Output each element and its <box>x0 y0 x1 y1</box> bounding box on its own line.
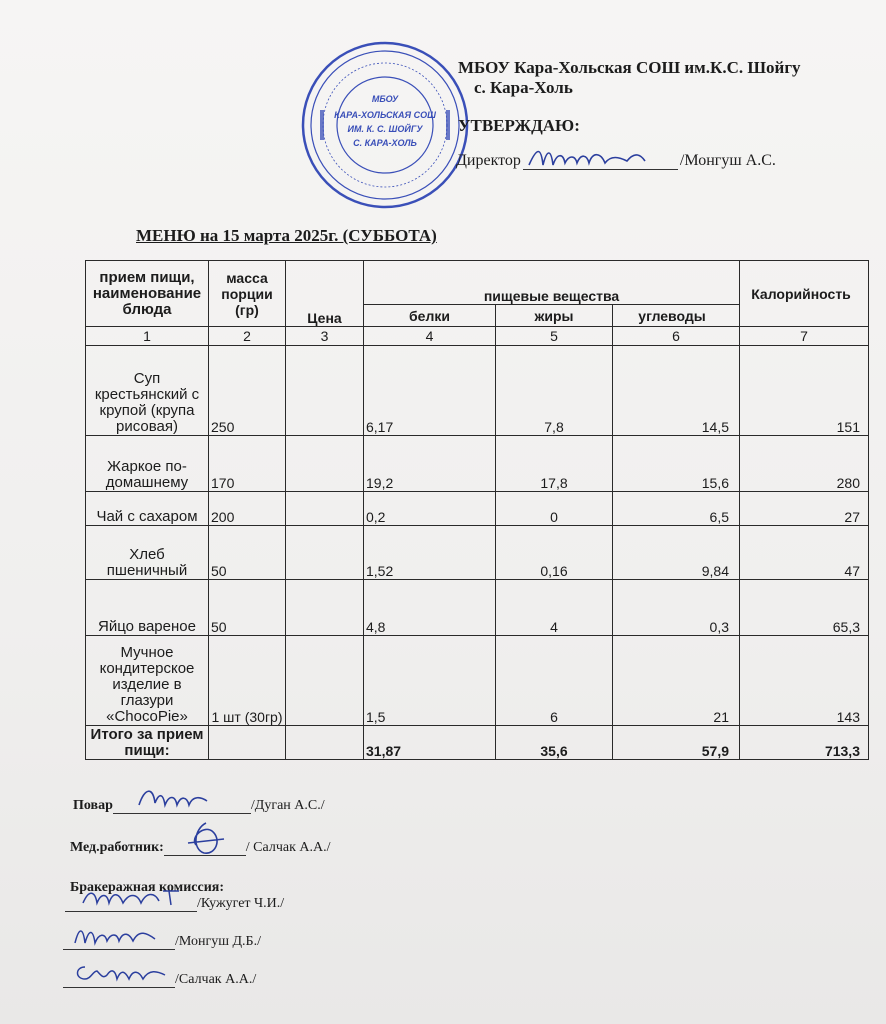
director-line <box>456 152 776 170</box>
header-nutrients: пищевые вещества <box>364 261 740 305</box>
menu-title: МЕНЮ на 15 марта 2025г. (СУББОТА) <box>136 226 437 245</box>
svg-text:КАРА-ХОЛЬСКАЯ СОШ: КАРА-ХОЛЬСКАЯ СОШ <box>334 110 436 120</box>
dish-calories: 65,3 <box>740 580 869 636</box>
cook-label: Повар <box>73 798 113 813</box>
dish-price <box>286 346 364 436</box>
member-signature-line <box>63 973 175 988</box>
commission-member-line <box>63 972 256 988</box>
commission-member-line <box>63 934 261 950</box>
commission-member-line <box>65 896 284 912</box>
col-number: 4 <box>364 327 496 346</box>
table-row <box>86 436 869 492</box>
official-stamp <box>300 40 470 210</box>
approve-heading: УТВЕРЖДАЮ: <box>458 116 580 135</box>
director-name: /Монгуш А.С. <box>679 152 776 169</box>
member-name: /Монгуш Д.Б./ <box>175 934 261 949</box>
table-row <box>86 636 869 726</box>
dish-price <box>286 526 364 580</box>
header-mass: масса порции (гр) <box>209 261 286 327</box>
director-signature-line <box>523 155 678 170</box>
svg-text:МБОУ: МБОУ <box>371 94 399 104</box>
medic-signature <box>182 819 230 859</box>
dish-name: Суп крестьянский с крупой (крупа рисовая) <box>86 346 209 436</box>
member-name: /Кужугет Ч.И./ <box>197 896 285 911</box>
dish-name: Хлеб пшеничный <box>86 526 209 580</box>
school-location: с. Кара-Холь <box>474 78 573 97</box>
dish-price <box>286 636 364 726</box>
dish-protein: 6,17 <box>364 346 496 436</box>
menu-table <box>85 260 869 760</box>
col-number: 1 <box>86 327 209 346</box>
dish-calories: 27 <box>740 492 869 526</box>
dish-fat: 4 <box>496 580 613 636</box>
school-name: МБОУ Кара-Хольская СОШ им.К.С. Шойгу <box>458 58 801 77</box>
dish-calories: 151 <box>740 346 869 436</box>
dish-mass: 170 <box>209 436 286 492</box>
medic-label: Мед.работник: <box>70 840 164 855</box>
dish-carbs: 9,84 <box>613 526 740 580</box>
total-carbs: 57,9 <box>613 726 740 760</box>
dish-fat: 0 <box>496 492 613 526</box>
total-calories: 713,3 <box>740 726 869 760</box>
director-label: Директор <box>456 152 521 169</box>
dish-mass: 200 <box>209 492 286 526</box>
dish-mass: 250 <box>209 346 286 436</box>
col-number: 3 <box>286 327 364 346</box>
header-protein: белки <box>364 305 496 327</box>
table-row <box>86 346 869 436</box>
dish-protein: 0,2 <box>364 492 496 526</box>
dish-mass: 1 шт (30гр) <box>209 636 286 726</box>
dish-carbs: 14,5 <box>613 346 740 436</box>
dish-protein: 1,52 <box>364 526 496 580</box>
total-protein: 31,87 <box>364 726 496 760</box>
dish-calories: 280 <box>740 436 869 492</box>
member-signature-line <box>65 897 197 912</box>
cook-signature-line <box>113 799 251 814</box>
table-row <box>86 526 869 580</box>
total-row <box>86 726 869 760</box>
cook-line <box>73 798 325 814</box>
header-price: Цена <box>286 261 364 327</box>
dish-carbs: 6,5 <box>613 492 740 526</box>
member-name: /Салчак А.А./ <box>175 972 257 987</box>
member1-signature <box>79 885 189 911</box>
col-number: 5 <box>496 327 613 346</box>
dish-carbs: 0,3 <box>613 580 740 636</box>
dish-carbs: 15,6 <box>613 436 740 492</box>
total-label: Итого за прием пищи: <box>86 726 209 760</box>
dish-price <box>286 580 364 636</box>
dish-protein: 19,2 <box>364 436 496 492</box>
dish-price <box>286 436 364 492</box>
header-calories: Калорийность <box>740 261 869 327</box>
member3-signature <box>73 961 173 987</box>
member-signature-line <box>63 935 175 950</box>
dish-fat: 6 <box>496 636 613 726</box>
svg-text:ИМ. К. С. ШОЙГУ: ИМ. К. С. ШОЙГУ <box>347 124 423 134</box>
table-row <box>86 580 869 636</box>
dish-calories: 47 <box>740 526 869 580</box>
col-number: 7 <box>740 327 869 346</box>
dish-name: Мучное кондитерское изделие в глазури «ChocoPie» <box>86 636 209 726</box>
header-meal: прием пищи, наименование блюда <box>86 261 209 327</box>
dish-fat: 7,8 <box>496 346 613 436</box>
header-carbs: углеводы <box>613 305 740 327</box>
commission-label: Бракеражная комиссия: <box>70 880 224 895</box>
dish-name: Яйцо вареное <box>86 580 209 636</box>
dish-protein: 4,8 <box>364 580 496 636</box>
col-number: 2 <box>209 327 286 346</box>
table-header-row <box>86 261 869 305</box>
dish-carbs: 21 <box>613 636 740 726</box>
dish-name: Чай с сахаром <box>86 492 209 526</box>
dish-calories: 143 <box>740 636 869 726</box>
director-signature <box>523 143 678 171</box>
medic-signature-line <box>164 841 246 856</box>
dish-name: Жаркое по-домашнему <box>86 436 209 492</box>
dish-fat: 0,16 <box>496 526 613 580</box>
dish-protein: 1,5 <box>364 636 496 726</box>
header-fat: жиры <box>496 305 613 327</box>
dish-mass: 50 <box>209 580 286 636</box>
total-price <box>286 726 364 760</box>
dish-price <box>286 492 364 526</box>
dish-mass: 50 <box>209 526 286 580</box>
medic-name: / Салчак А.А./ <box>245 840 331 855</box>
medic-line <box>70 840 331 856</box>
cook-signature <box>135 785 215 813</box>
table-row <box>86 492 869 526</box>
cook-name: /Дуган А.С./ <box>250 798 325 813</box>
member2-signature <box>71 923 171 949</box>
total-fat: 35,6 <box>496 726 613 760</box>
total-mass <box>209 726 286 760</box>
svg-text:С. КАРА-ХОЛЬ: С. КАРА-ХОЛЬ <box>353 138 417 148</box>
column-number-row <box>86 327 869 346</box>
dish-fat: 17,8 <box>496 436 613 492</box>
col-number: 6 <box>613 327 740 346</box>
